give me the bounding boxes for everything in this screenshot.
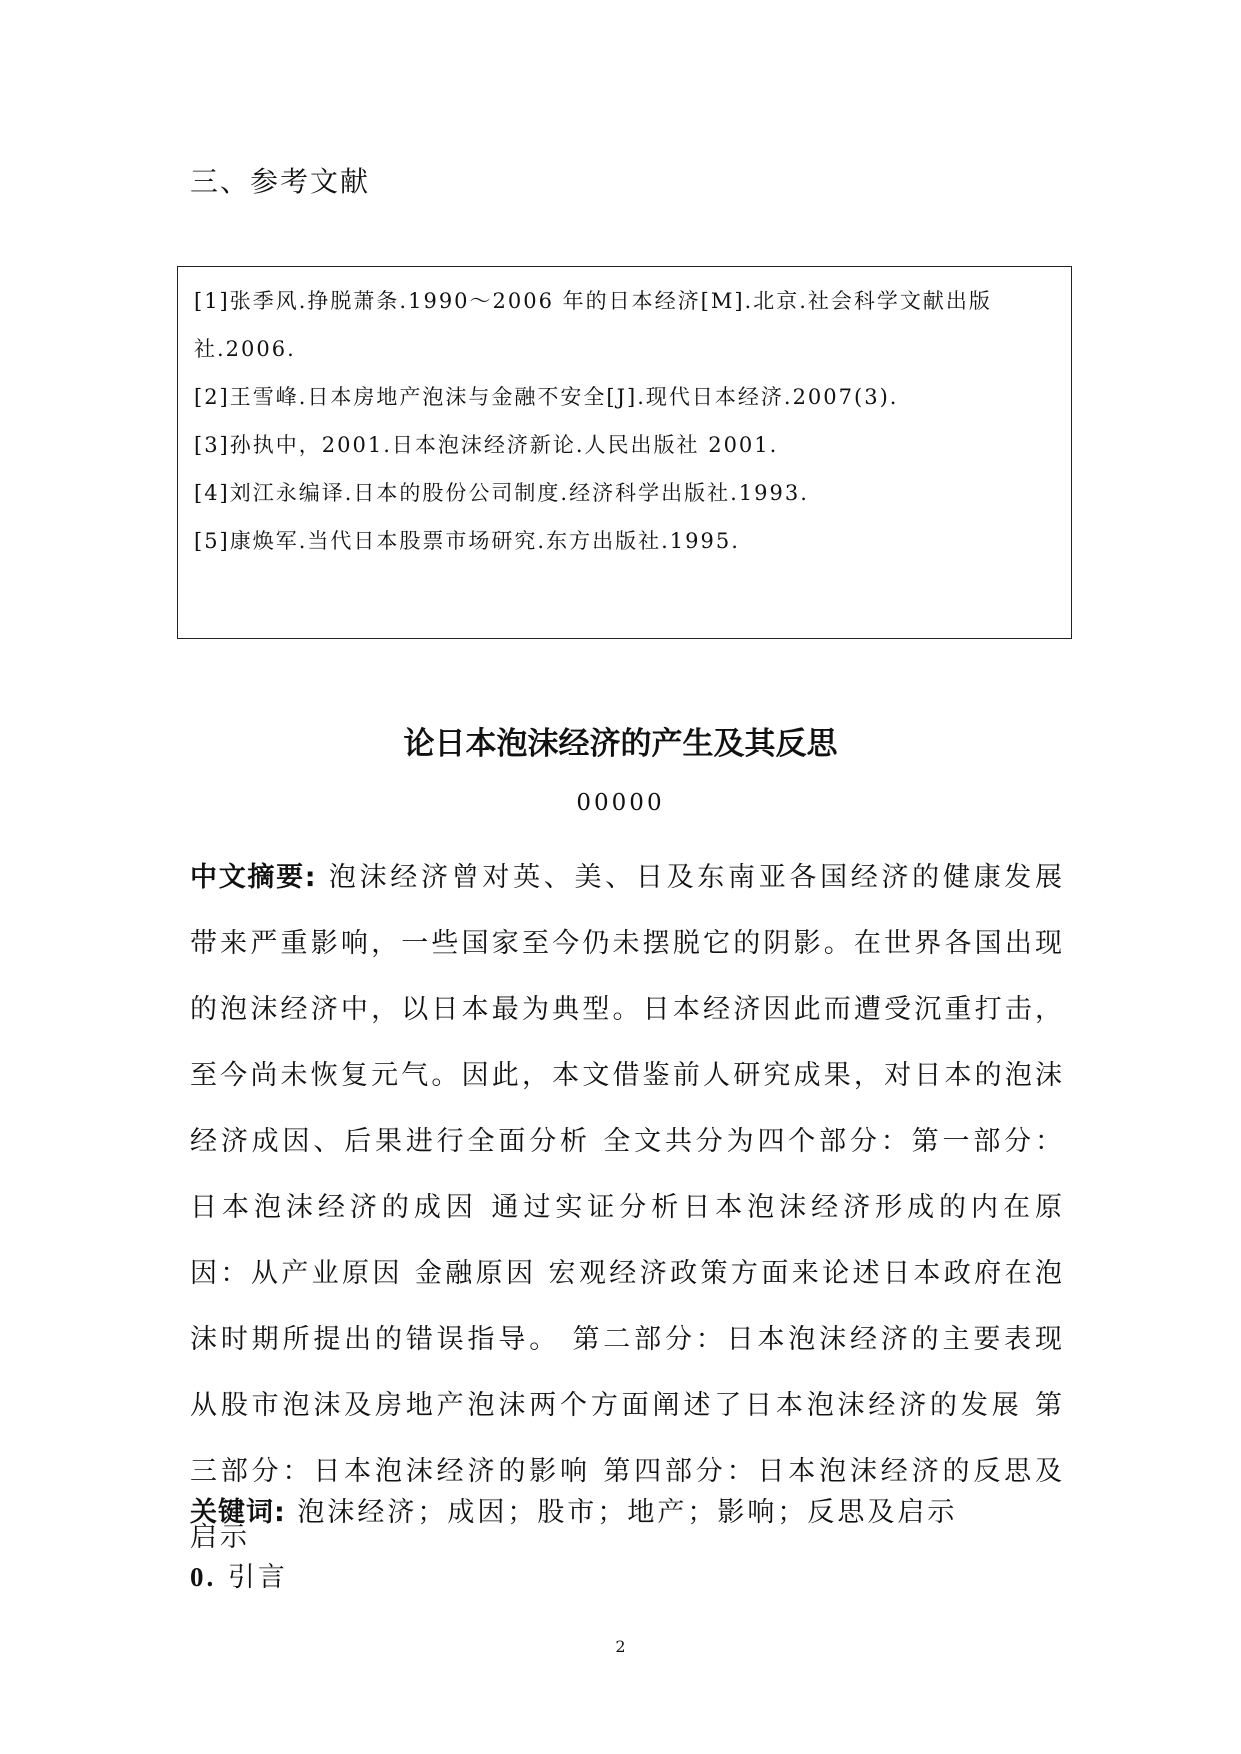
references-box	[177, 266, 1072, 639]
keywords-text: 泡沫经济；成因；股市；地产；影响；反思及启示	[285, 1497, 958, 1528]
paper-author: 00000	[576, 790, 665, 816]
abstract-text: 泡沫经济曾对英、美、日及东南亚各国经济的健康发展带来严重影响，一些国家至今仍未摆脱它的阴影。在世界各国出现的泡沫经济中，以日本最为典型。日本经济因此而遭受沉重打击，至今尚未恢复元气。因此，本文借鉴前人研究成果，对日本的泡沫经济成因、后果进行全面分析 全文共分为四个部分：第一部分：日本泡沫经济的成因 通过实证分析日本泡沫经济形成的内在原因：从产业原因 金融原因 宏观经济政策方面来论述日本政府在泡沫时期所提出的错误指导。 第二部分：日本泡沫经济的主要表现 从股市泡沫及房地产泡沫两个方面阐述了日本泡沫经济的发展 第三部分：日本泡沫经济的影响 第四部分：日本泡沫经济的反思及启示	[190, 862, 1065, 1553]
reference-item: [4]刘江永编译.日本的股份公司制度.经济科学出版社.1993.	[194, 481, 809, 505]
intro-number: 0.	[190, 1562, 217, 1592]
reference-item: [2]王雪峰.日本房地产泡沫与金融不安全[J].现代日本经济.2007(3).	[194, 385, 899, 409]
abstract-label: 中文摘要:	[190, 862, 317, 893]
paper-title: 论日本泡沫经济的产生及其反思	[403, 726, 838, 762]
keywords-label: 关键词:	[190, 1497, 286, 1528]
reference-item: [1]张季风.挣脱萧条.1990～2006 年的日本经济[M].北京.社会科学文献出版社.2006.	[194, 289, 992, 361]
intro-heading	[190, 1555, 288, 1594]
page-number: 2	[615, 1637, 626, 1656]
reference-item: [5]康焕军.当代日本股票市场研究.东方出版社.1995.	[194, 529, 740, 553]
intro-text: 引言	[227, 1562, 288, 1593]
abstract-paragraph	[190, 845, 1065, 1571]
keywords-line	[190, 1490, 1090, 1529]
reference-item: [3]孙执中，2001.日本泡沫经济新论.人民出版社 2001.	[194, 433, 779, 457]
section-heading: 三、参考文献	[190, 165, 371, 198]
